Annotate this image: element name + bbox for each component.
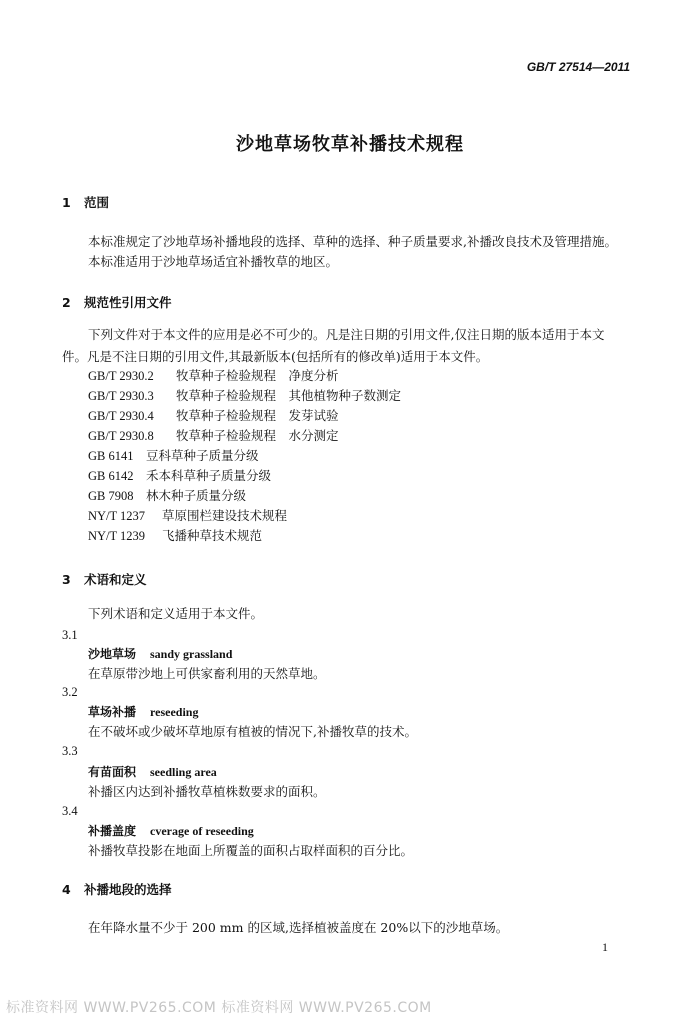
section-title: 范围 [84,195,110,210]
watermark-text: 标准资料网 WWW.PV265.COM 标准资料网 WWW.PV265.COM [6,1000,432,1016]
list-item [88,426,401,446]
reference-name: 牧草种子检验规程 发芽试验 [176,408,339,423]
reference-code: GB/T 2930.8 [88,429,154,443]
list-item [88,386,401,406]
reference-code: GB/T 2930.4 [88,409,154,423]
reference-code: GB/T 2930.3 [88,389,154,403]
reference-code: NY/T 1239 [88,529,146,543]
document-title: 沙地草场牧草补播技术规程 [236,134,464,155]
paragraph: 本标准规定了沙地草场补播地段的选择、草种的选择、种子质量要求,补播改良技术及管理措施。 [88,234,617,249]
reference-name: 林木种子质量分级 [146,488,247,503]
term-en: cverage of reseeding [150,824,254,838]
reference-list [88,366,401,546]
term-definition: 补播区内达到补播牧草植株数要求的面积。 [88,784,326,799]
reference-code: GB 6142 [88,469,134,483]
clause-number: 3.3 [62,744,78,758]
reference-name: 草原围栏建设技术规程 [162,508,288,523]
reference-code: GB/T 2930.2 [88,369,154,383]
section-title: 补播地段的选择 [84,882,172,897]
term-en: reseeding [150,705,199,719]
section-heading-terms [62,570,147,588]
reference-code: GB 7908 [88,489,134,503]
clause-number: 3.2 [62,685,78,699]
standard-code: GB/T 27514—2011 [526,60,630,74]
reference-name: 牧草种子检验规程 净度分析 [176,368,339,383]
list-item [88,486,401,506]
term-heading [88,703,198,720]
paragraph: 本标准适用于沙地草场适宜补播牧草的地区。 [88,254,339,269]
reference-name: 豆科草种子质量分级 [146,448,259,463]
term-en: seedling area [150,765,217,779]
section-heading-refs [62,293,172,311]
term-definition: 在不破坏或少破坏草地原有植被的情况下,补播牧草的技术。 [88,724,417,739]
list-item [88,366,401,386]
term-zh: 草场补播 [88,705,137,719]
reference-name: 牧草种子检验规程 其他植物种子数测定 [176,388,402,403]
paragraph: 下列术语和定义适用于本文件。 [88,606,264,621]
section-number: 1 [62,195,71,210]
list-item [88,526,401,546]
section-number: 2 [62,295,71,310]
term-definition: 在草原带沙地上可供家畜利用的天然草地。 [88,666,326,681]
section-title: 规范性引用文件 [84,295,172,310]
reference-name: 牧草种子检验规程 水分测定 [176,428,339,443]
term-en: sandy grassland [150,647,233,661]
term-zh: 沙地草场 [88,647,137,661]
term-zh: 补播盖度 [88,824,137,838]
paragraph: 下列文件对于本文件的应用是必不可少的。凡是注日期的引用文件,仅注日期的版本适用于本文件。凡是不注日期的引用文件,其最新版本(包括所有的修改单)适用于本文件。 [62,327,605,364]
term-heading [88,645,232,662]
clause-number: 3.1 [62,628,78,642]
term-heading [88,763,217,780]
list-item [88,406,401,426]
term-heading [88,822,254,839]
reference-name: 飞播种草技术规范 [162,528,263,543]
section-title: 术语和定义 [84,572,147,587]
list-item [88,466,401,486]
section-number: 4 [62,882,71,897]
section-heading-site [62,880,172,898]
term-zh: 有苗面积 [88,765,137,779]
section-number: 3 [62,572,71,587]
list-item [88,506,401,526]
reference-code: NY/T 1237 [88,509,146,523]
clause-number: 3.4 [62,804,78,818]
section-heading-scope [62,193,109,211]
reference-name: 禾本科草种子质量分级 [146,468,272,483]
reference-code: GB 6141 [88,449,134,463]
list-item [88,446,401,466]
term-definition: 补播牧草投影在地面上所覆盖的面积占取样面积的百分比。 [88,843,414,858]
paragraph: 在年降水量不少于 200 mm 的区域,选择植被盖度在 20%以下的沙地草场。 [88,920,509,935]
page-number: 1 [602,940,608,954]
